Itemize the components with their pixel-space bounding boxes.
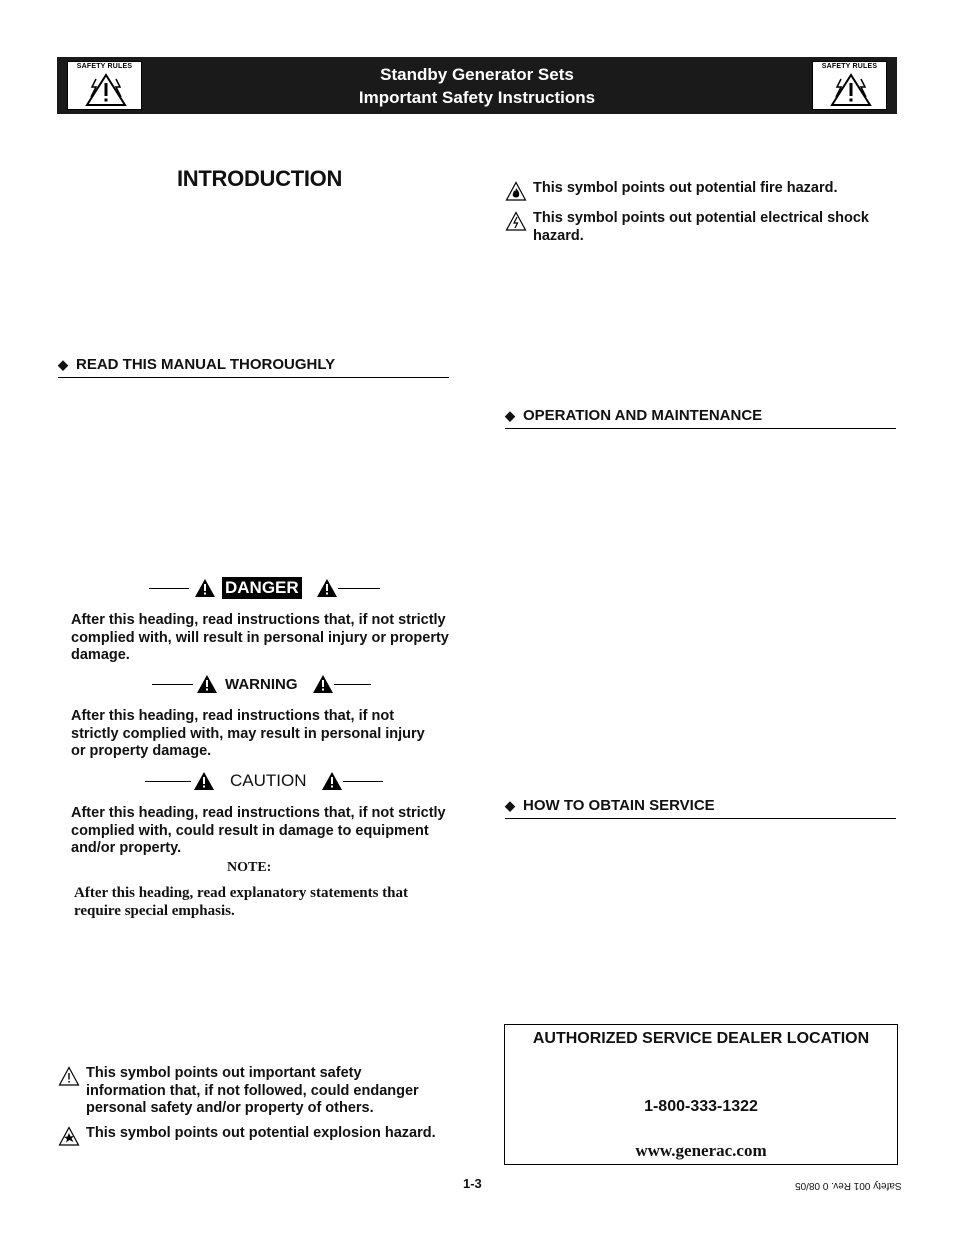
banner-title — [57, 63, 897, 109]
diamond-bullet-icon: ◆ — [505, 798, 515, 813]
revision-code: Safety 001 Rev. 0 08/05 — [795, 1180, 902, 1191]
caution-text: After this heading, read instructions that, if not strictly complied with, could result in damage to equipment and/or property. — [71, 805, 446, 856]
header-banner — [57, 57, 897, 114]
fire-symbol-note — [505, 180, 895, 201]
banner-title-line1: Standby Generator Sets — [380, 65, 574, 84]
note-label: NOTE: — [227, 860, 272, 875]
danger-text: After this heading, read instructions that, if not strictly complied with, will result in personal injury or property damage. — [71, 612, 449, 663]
fire-hazard-icon — [505, 181, 527, 201]
shock-symbol-note — [505, 210, 895, 245]
warning-triangle-icon — [316, 578, 338, 598]
warning-triangle-icon — [312, 674, 334, 694]
section-heading-label: HOW TO OBTAIN SERVICE — [523, 797, 715, 814]
safety-alert-icon — [829, 73, 873, 107]
divider — [152, 684, 193, 685]
dealer-info-box — [504, 1024, 898, 1165]
divider — [334, 684, 371, 685]
safety-alert-icon — [58, 1066, 80, 1086]
warning-signal-heading — [152, 674, 371, 694]
caution-signal-heading — [145, 771, 383, 791]
divider — [149, 588, 189, 589]
explosion-symbol-text: This symbol points out potential explosion hazard. — [86, 1125, 436, 1141]
explosion-symbol-note — [58, 1125, 438, 1146]
danger-signal-heading — [149, 577, 380, 599]
page-title: INTRODUCTION — [177, 166, 343, 191]
badge-label: SAFETY RULES — [821, 63, 878, 70]
dealer-phone: 1-800-333-1322 — [644, 1098, 758, 1115]
explosion-hazard-icon — [58, 1126, 80, 1146]
warning-text: After this heading, read instructions that, if not strictly complied with, may result in personal injury or property damage. — [71, 708, 425, 759]
warning-triangle-icon — [193, 771, 215, 791]
diamond-bullet-icon: ◆ — [505, 408, 515, 423]
safety-symbol-note — [58, 1065, 438, 1118]
divider — [338, 588, 380, 589]
banner-title-line2: Important Safety Instructions — [358, 88, 596, 107]
diamond-bullet-icon: ◆ — [58, 357, 68, 372]
dealer-website-link[interactable]: www.generac.com — [635, 1141, 767, 1160]
safety-symbol-text: This symbol points out important safety information that, if not followed, could endanger personal safety and/or property of others. — [86, 1065, 419, 1116]
danger-label: DANGER — [222, 577, 302, 599]
section-heading-label: READ THIS MANUAL THOROUGHLY — [76, 356, 336, 373]
section-heading-operation — [505, 407, 896, 429]
divider — [343, 781, 383, 782]
divider — [145, 781, 191, 782]
electrical-shock-icon — [505, 211, 527, 231]
warning-label: WARNING — [225, 675, 298, 693]
note-text: After this heading, read explanatory statements that require special emphasis. — [74, 885, 409, 919]
badge-label: SAFETY RULES — [76, 63, 133, 70]
warning-triangle-icon — [321, 771, 343, 791]
fire-symbol-text: This symbol points out potential fire hazard. — [533, 180, 838, 196]
shock-symbol-text: This symbol points out potential electrical shock hazard. — [533, 210, 869, 244]
section-heading-label: OPERATION AND MAINTENANCE — [523, 407, 763, 424]
caution-label: CAUTION — [230, 771, 307, 790]
dealer-title: AUTHORIZED SERVICE DEALER LOCATION — [532, 1030, 870, 1047]
section-heading-service — [505, 797, 896, 819]
warning-triangle-icon — [196, 674, 218, 694]
section-heading-read-manual — [58, 356, 449, 378]
safety-rules-badge-right — [812, 61, 887, 110]
warning-triangle-icon — [194, 578, 216, 598]
page-number: 1-3 — [463, 1176, 482, 1191]
